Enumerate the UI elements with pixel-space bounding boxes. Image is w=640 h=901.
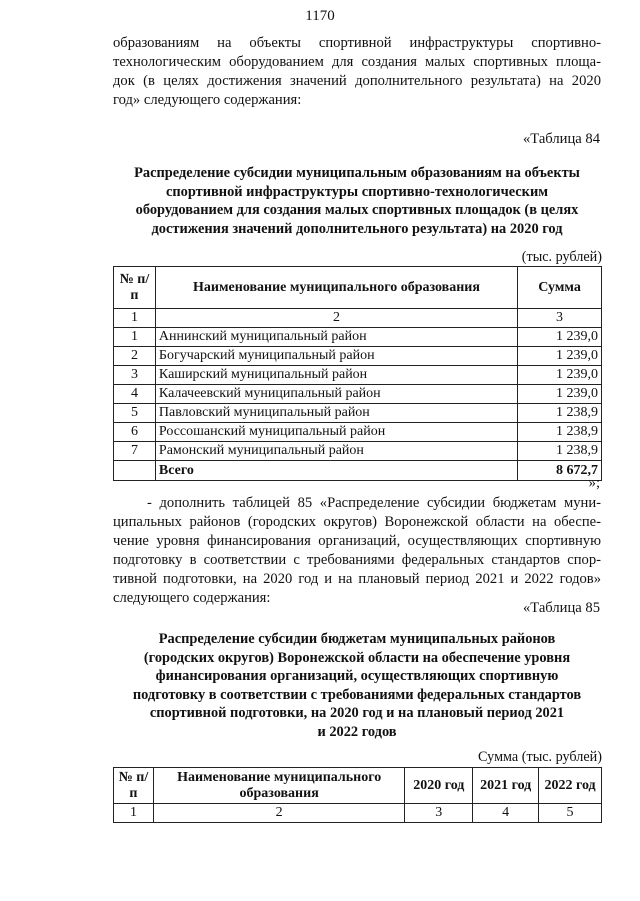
index-cell: 2 (155, 309, 517, 328)
table85-title-line: спортивной подготовки, на 2020 год и на плановый период 2021 (149, 705, 565, 721)
row-name: Каширский муниципальный район (155, 366, 517, 385)
index-cell: 4 (473, 804, 539, 823)
table85-title-line: и 2022 годов (317, 723, 397, 740)
row-name: Аннинский муниципальный район (155, 328, 517, 347)
amendment-paragraph (113, 494, 601, 608)
table85-title-line: Распределение субсидии бюджетам муниципальных районов (158, 631, 556, 647)
table84-closing: »; (588, 475, 600, 491)
table85-title-line: (городских округов) Воронежской области на обеспечение уровня (143, 649, 571, 666)
table84-title-line: оборудованием для создания малых спортивных площадок (в целях (135, 202, 579, 218)
index-cell: 2 (153, 804, 404, 823)
intro-line: док (в целях достижения значений дополнительного результата) на 2020 (113, 73, 601, 89)
table85 (113, 767, 602, 823)
index-cell: 5 (539, 804, 602, 823)
row-sum: 1 238,9 (518, 404, 602, 423)
row-num: 4 (114, 385, 156, 404)
row-sum: 1 239,0 (518, 366, 602, 385)
table-row (114, 385, 602, 404)
header-name: Наименование муниципального образования (155, 267, 517, 309)
table85-title-line: финансирования организаций, осуществляющих спортивную (155, 668, 559, 684)
row-num: 2 (114, 347, 156, 366)
index-cell: 1 (114, 804, 154, 823)
index-cell: 3 (405, 804, 473, 823)
index-cell: 1 (114, 309, 156, 328)
table85-title-line: подготовку в соответствии с требованиями федеральных стандартов (132, 686, 582, 703)
table-row (114, 328, 602, 347)
intro-line: технологическим оборудованием для создания малых спортивных площа- (113, 54, 601, 70)
table84-title-line: Распределение субсидии муниципальным образованиям на объекты (134, 165, 580, 181)
table-row (114, 442, 602, 461)
row-sum: 1 239,0 (518, 328, 602, 347)
total-sum: 8 672,7 (518, 461, 602, 481)
total-row (114, 461, 602, 481)
header-2021: 2021 год (473, 768, 539, 804)
row-num: 1 (114, 328, 156, 347)
table84-unit: (тыс. рублей) (521, 249, 602, 265)
index-cell: 3 (518, 309, 602, 328)
header-2020: 2020 год (405, 768, 473, 804)
table-row (114, 404, 602, 423)
table-row (114, 347, 602, 366)
row-sum: 1 239,0 (518, 385, 602, 404)
intro-paragraph (113, 34, 601, 110)
row-sum: 1 238,9 (518, 442, 602, 461)
header-sum: Сумма (518, 267, 602, 309)
amendment-line: - дополнить таблицей 85 «Распределение субсидии бюджетам муни- (147, 495, 601, 511)
table84 (113, 266, 602, 481)
total-label: Всего (155, 461, 517, 481)
table-row (114, 423, 602, 442)
row-name: Россошанский муниципальный район (155, 423, 517, 442)
page-number: 1170 (305, 8, 335, 24)
table85-unit: Сумма (тыс. рублей) (478, 749, 602, 765)
row-name: Богучарский муниципальный район (155, 347, 517, 366)
row-name: Павловский муниципальный район (155, 404, 517, 423)
row-num: 7 (114, 442, 156, 461)
table85-reference: «Таблица 85 (522, 600, 600, 616)
row-sum: 1 238,9 (518, 423, 602, 442)
amendment-line: следующего содержания: (113, 590, 271, 606)
intro-line: год» следующего содержания: (113, 92, 302, 108)
amendment-line: подготовку в соответствии с требованиями федеральных стандартов спор- (113, 552, 601, 568)
table84-title-line: достижения значений дополнительного результата) на 2020 год (151, 220, 563, 237)
amendment-line: тивной подготовки, на 2020 год и на плановый период 2021 и 2022 годов» (113, 571, 601, 587)
header-num: № п/п (114, 267, 156, 309)
row-name: Рамонский муниципальный район (155, 442, 517, 461)
table84-reference: «Таблица 84 (522, 131, 600, 147)
table84-title-line: спортивной инфраструктуры спортивно-технологическим (165, 183, 549, 200)
row-num: 5 (114, 404, 156, 423)
row-num: 3 (114, 366, 156, 385)
intro-line: образованиям на объекты спортивной инфраструктуры спортивно- (113, 35, 601, 51)
amendment-line: чение уровня финансирования организаций, осуществляющих спортивную (113, 533, 601, 549)
table-row (114, 366, 602, 385)
table85-title (113, 630, 601, 741)
total-num (114, 461, 156, 481)
header-2022: 2022 год (539, 768, 602, 804)
row-name: Калачеевский муниципальный район (155, 385, 517, 404)
row-sum: 1 239,0 (518, 347, 602, 366)
table84-title (113, 164, 601, 238)
row-num: 6 (114, 423, 156, 442)
header-num: № п/п (114, 768, 154, 804)
header-name: Наименование муниципального образования (153, 768, 404, 804)
amendment-line: ципальных районов (городских округов) Воронежской области на обеспе- (113, 514, 601, 530)
